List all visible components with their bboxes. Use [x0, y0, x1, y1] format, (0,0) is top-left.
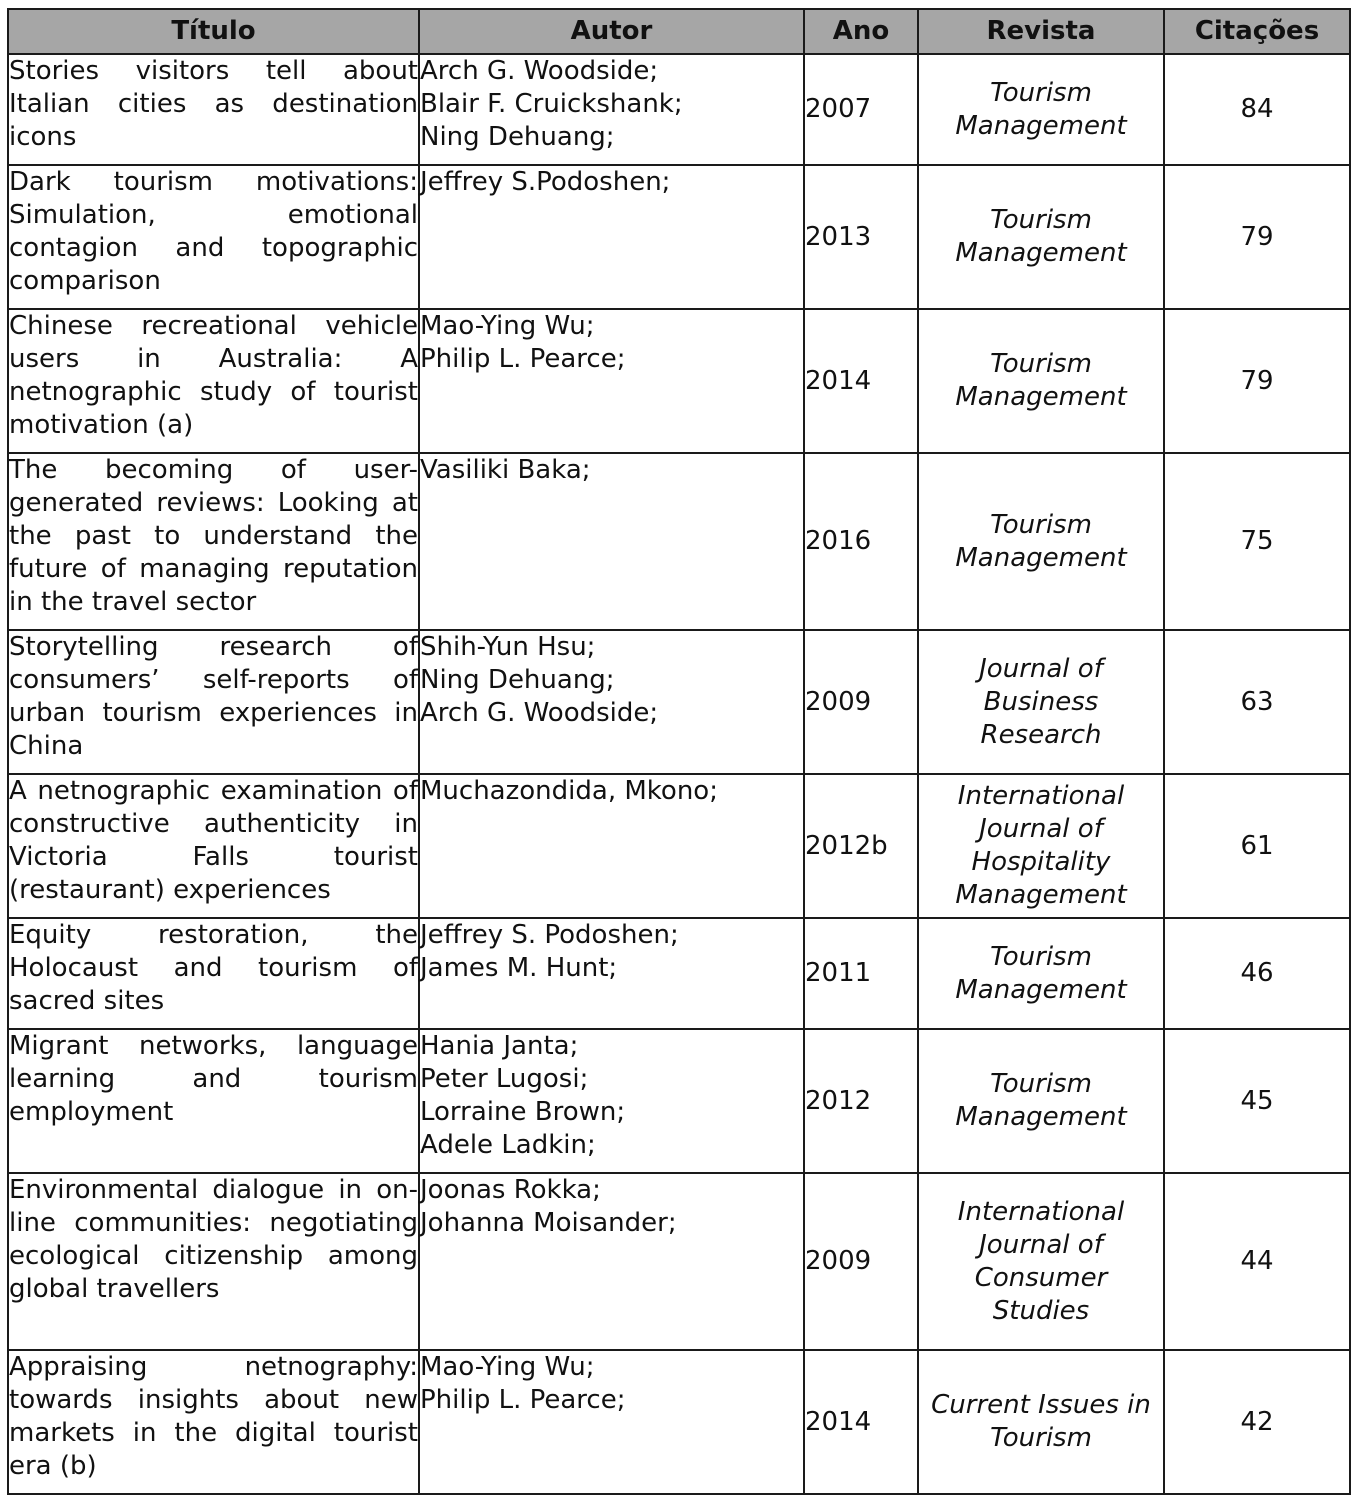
journal-name-line: Current Issues in — [931, 1390, 1151, 1420]
table-row — [8, 1029, 1350, 1173]
cell-citacoes: 79 — [1164, 309, 1350, 453]
journal-name-line: International — [957, 781, 1125, 811]
journal-name-line: Tourism — [990, 77, 1092, 108]
table-header-row — [8, 9, 1350, 54]
journal-name-line: Management — [955, 880, 1127, 910]
author-name: Hania Janta; — [420, 1031, 579, 1061]
cell-revista — [918, 165, 1164, 309]
cell-citacoes: 75 — [1164, 453, 1350, 630]
cell-ano: 2016 — [804, 453, 918, 630]
table-row — [8, 1173, 1350, 1350]
cell-titulo: Equity restoration, the Holocaust and tourism of sacred sites — [8, 918, 419, 1029]
journal-name-line: Tourism — [990, 941, 1092, 972]
cell-ano: 2007 — [804, 54, 918, 165]
cell-ano: 2012 — [804, 1029, 918, 1173]
author-name: Mao-Ying Wu; — [420, 311, 595, 341]
journal-name-line: Management — [955, 382, 1127, 412]
cell-revista — [918, 918, 1164, 1029]
header-citacoes: Citações — [1164, 9, 1350, 54]
cell-revista — [918, 453, 1164, 630]
cell-citacoes: 61 — [1164, 774, 1350, 918]
journal-name-line: Management — [955, 110, 1127, 141]
cell-titulo: Chinese recreational vehicle users in Australia: A netnographic study of tourist motivation (a) — [8, 309, 419, 453]
cell-titulo: Stories visitors tell about Italian cities as destination icons — [8, 54, 419, 165]
journal-name-line: Tourism — [990, 509, 1092, 540]
author-name: Muchazondida, Mkono; — [420, 776, 718, 806]
table-row — [8, 630, 1350, 774]
cell-titulo: Migrant networks, language learning and tourism employment — [8, 1029, 419, 1173]
cell-autor — [419, 1173, 804, 1350]
journal-name-line: International — [957, 1196, 1125, 1227]
header-titulo: Título — [8, 9, 419, 54]
header-autor: Autor — [419, 9, 804, 54]
cell-titulo: Appraising netnography: towards insights about new markets in the digital tourist era (b) — [8, 1350, 419, 1494]
journal-name-line: Tourism — [990, 349, 1092, 379]
cell-titulo: The becoming of user-generated reviews: Looking at the past to understand the future of managing reputation in the travel sector — [8, 453, 419, 630]
cell-titulo: Environmental dialogue in on-line communities: negotiating ecological citizenship among global travellers — [8, 1173, 419, 1350]
journal-name-line: Journal of — [979, 1229, 1103, 1260]
cell-citacoes: 44 — [1164, 1173, 1350, 1350]
author-name: Vasiliki Baka; — [420, 455, 591, 485]
cell-autor — [419, 774, 804, 918]
cell-revista — [918, 1029, 1164, 1173]
cell-autor — [419, 165, 804, 309]
journal-name-line: Management — [955, 974, 1127, 1005]
cell-revista — [918, 54, 1164, 165]
table-row — [8, 918, 1350, 1029]
author-name: Ning Dehuang; — [420, 122, 615, 152]
cell-revista — [918, 309, 1164, 453]
header-ano: Ano — [804, 9, 918, 54]
journal-name-line: Hospitality — [971, 847, 1111, 877]
cell-autor — [419, 453, 804, 630]
cell-autor — [419, 54, 804, 165]
cell-titulo: Dark tourism motivations: Simulation, emotional contagion and topographic comparison — [8, 165, 419, 309]
cell-autor — [419, 630, 804, 774]
cell-titulo: Storytelling research of consumers’ self-reports of urban tourism experiences in China — [8, 630, 419, 774]
author-name: Joonas Rokka; — [420, 1175, 601, 1205]
author-name: Arch G. Woodside; — [420, 56, 659, 86]
author-name: Philip L. Pearce; — [420, 344, 626, 374]
journal-name-line: Business — [983, 686, 1099, 717]
cell-citacoes: 46 — [1164, 918, 1350, 1029]
author-name: James M. Hunt; — [420, 953, 618, 983]
journal-name-line: Management — [955, 1102, 1127, 1132]
table-row — [8, 774, 1350, 918]
cell-revista — [918, 774, 1164, 918]
author-name: Blair F. Cruickshank; — [420, 89, 683, 119]
cell-revista — [918, 630, 1164, 774]
author-name: Johanna Moisander; — [420, 1208, 677, 1238]
articles-table — [7, 8, 1351, 1495]
table-row — [8, 453, 1350, 630]
author-name: Jeffrey S. Podoshen; — [420, 920, 679, 950]
cell-ano: 2014 — [804, 1350, 918, 1494]
cell-revista — [918, 1173, 1164, 1350]
cell-revista — [918, 1350, 1164, 1494]
cell-autor — [419, 1029, 804, 1173]
author-name: Philip L. Pearce; — [420, 1385, 626, 1415]
header-revista: Revista — [918, 9, 1164, 54]
table-row — [8, 1350, 1350, 1494]
cell-citacoes: 45 — [1164, 1029, 1350, 1173]
journal-name-line: Journal of — [979, 814, 1103, 844]
author-name: Shih-Yun Hsu; — [420, 632, 596, 662]
journal-name-line: Tourism — [990, 1069, 1092, 1099]
author-name: Adele Ladkin; — [420, 1130, 596, 1160]
cell-ano: 2009 — [804, 1173, 918, 1350]
cell-citacoes: 63 — [1164, 630, 1350, 774]
journal-name-line: Tourism — [990, 1423, 1092, 1453]
cell-ano: 2013 — [804, 165, 918, 309]
journal-name-line: Management — [955, 238, 1127, 268]
journal-name-line: Tourism — [990, 205, 1092, 235]
cell-ano: 2012b — [804, 774, 918, 918]
table-row — [8, 54, 1350, 165]
cell-autor — [419, 918, 804, 1029]
author-name: Peter Lugosi; — [420, 1064, 589, 1094]
author-name: Mao-Ying Wu; — [420, 1352, 595, 1382]
journal-name-line: Management — [955, 542, 1127, 573]
cell-ano: 2009 — [804, 630, 918, 774]
author-name: Arch G. Woodside; — [420, 698, 659, 728]
journal-name-line: Journal of — [979, 653, 1103, 684]
cell-ano: 2011 — [804, 918, 918, 1029]
table-body — [8, 54, 1350, 1494]
cell-citacoes: 79 — [1164, 165, 1350, 309]
cell-citacoes: 84 — [1164, 54, 1350, 165]
table-row — [8, 309, 1350, 453]
journal-name-line: Research — [980, 719, 1102, 750]
cell-autor — [419, 1350, 804, 1494]
cell-autor — [419, 309, 804, 453]
journal-name-line: Consumer — [974, 1262, 1108, 1293]
cell-citacoes: 42 — [1164, 1350, 1350, 1494]
table-row — [8, 165, 1350, 309]
journal-name-line: Studies — [992, 1295, 1090, 1326]
cell-ano: 2014 — [804, 309, 918, 453]
author-name: Ning Dehuang; — [420, 665, 615, 695]
cell-titulo: A netnographic examination of constructive authenticity in Victoria Falls tourist (restaurant) experiences — [8, 774, 419, 918]
author-name: Lorraine Brown; — [420, 1097, 626, 1127]
author-name: Jeffrey S.Podoshen; — [420, 167, 671, 197]
